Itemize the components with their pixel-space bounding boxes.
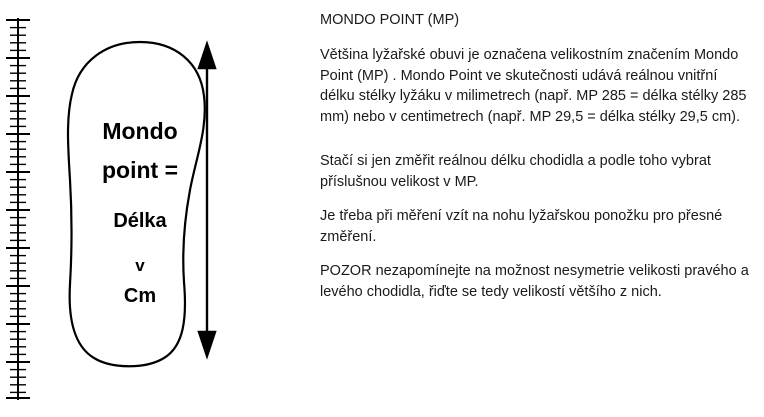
description-column bbox=[320, 0, 750, 417]
sole-label-delka: Délka bbox=[113, 210, 167, 232]
sole-label-v: v bbox=[135, 256, 145, 275]
sole-label-cm: Cm bbox=[123, 285, 157, 307]
paragraph-sock-note: Je třeba při měření vzít na nohu lyžařskou ponožku pro přesné změření. bbox=[320, 208, 723, 245]
insole-diagram bbox=[0, 0, 300, 417]
sole-label-point: point = bbox=[101, 157, 179, 183]
insole-outline-icon bbox=[0, 0, 300, 417]
sole-label-mondo: Mondo bbox=[102, 118, 178, 144]
paragraph-warning: POZOR nezapomínejte na možnost nesymetrie velikosti pravého a levého chodidla, řiďte se tedy velikostí většího z nich. bbox=[320, 263, 749, 300]
paragraph-definition: Většina lyžařské obuvi je označena velikostním značením Mondo Point (MP) . Mondo Point ve skutečnosti udává reálnou vnitřní délku stélky lyžáku v milimetrech (např. MP 285 = délka stélky 285 mm) nebo v centimetrech (např. MP 29,5 = délka stélky 29,5 cm). bbox=[320, 47, 747, 125]
paragraph-howto: Stačí si jen změřit reálnou délku chodidla a podle toho vybrat příslušnou velikost v MP. bbox=[320, 153, 711, 190]
section-heading: MONDO POINT (MP) bbox=[320, 12, 460, 28]
